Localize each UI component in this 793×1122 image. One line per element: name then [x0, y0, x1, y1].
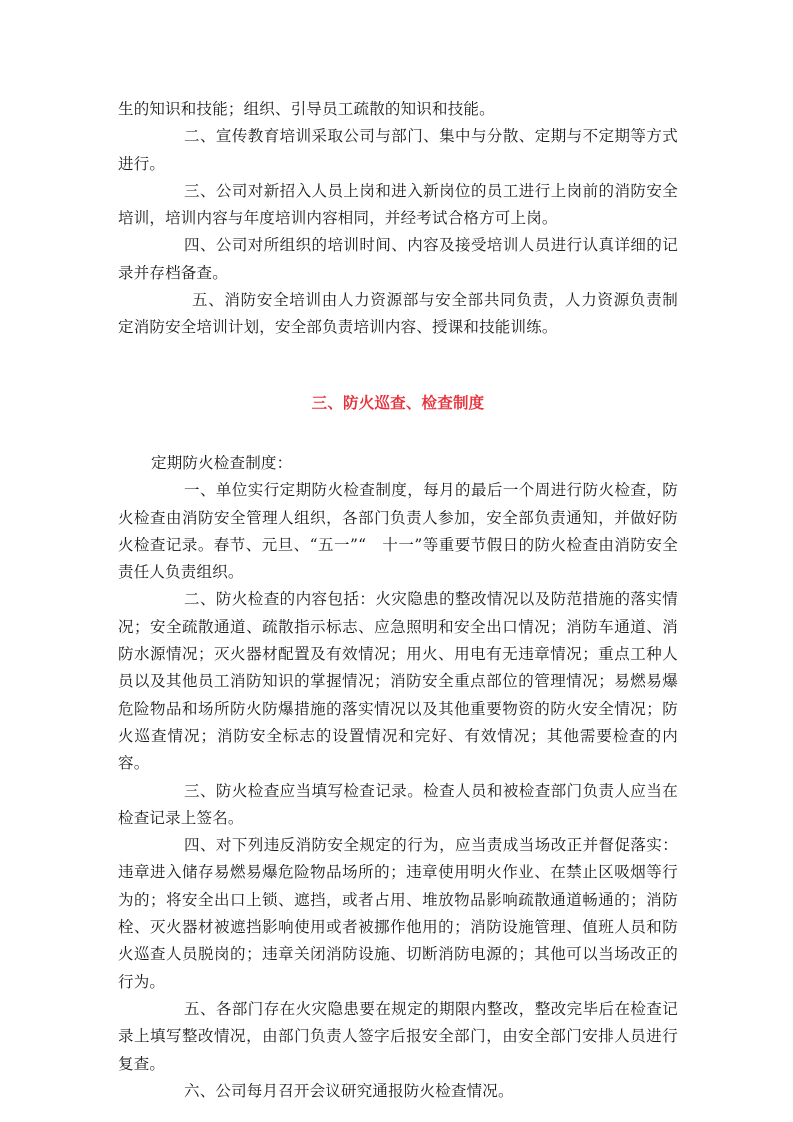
document-body	[118, 96, 678, 1105]
subheading: 定期防火检查制度：	[151, 453, 293, 472]
paragraph-inspection-records: 三、防火检查应当填写检查记录。检查人员和被检查部门负责人应当在检查记录上签名。	[118, 781, 678, 827]
paragraph-regular-inspection: 一、单位实行定期防火检查制度，每月的最后一个周进行防火检查，防火检查由消防安全管理人组织，各部门负责人参加，安全部负责通知，并做好防火检查记录。春节、元旦、“五一”“ 十一”等重要节假日的防火检查由消防安全责任人负责组织。	[118, 481, 678, 582]
paragraph-inspection-content: 二、防火检查的内容包括：火灾隐患的整改情况以及防范措施的落实情况；安全疏散通道、疏散指示标志、应急照明和安全出口情况；消防车通道、消防水源情况；灭火器材配置及有效情况；用火、用电有无违章情况；重点工种人员以及其他员工消防知识的掌握情况；消防安全重点部位的管理情况；易燃易爆危险物品和场所防火防爆措施的落实情况以及其他重要物资的防火安全情况；防火巡查情况；消防安全标志的设置情况和完好、有效情况；其他需要检查的内容。	[118, 590, 678, 773]
paragraph-violations: 四、对下列违反消防安全规定的行为，应当责成当场改正并督促落实：违章进入储存易燃易爆危险物品场所的；违章使用明火作业、在禁止区吸烟等行为的；将安全出口上锁、遮挡，或者占用、堆放物品影响疏散通道畅通的；消防栓、灭火器材被遮挡影响使用或者被挪作他用的；消防设施管理、值班人员和防火巡查人员脱岗的；违章关闭消防设施、切断消防电源的；其他可以当场改正的行为。	[118, 836, 678, 991]
paragraph-training-records: 四、公司对所组织的培训时间、内容及接受培训人员进行认真详细的记录并存档备查。	[118, 236, 678, 282]
paragraph-monthly-meeting: 六、公司每月召开会议研究通报防火检查情况。	[184, 1081, 514, 1100]
paragraph-new-staff-training: 三、公司对新招入人员上岗和进入新岗位的员工进行上岗前的消防安全培训，培训内容与年度培训内容相同，并经考试合格方可上岗。	[118, 181, 678, 228]
section-title: 三、防火巡查、检查制度	[311, 392, 485, 412]
paragraph-rectification: 五、各部门存在火灾隐患要在规定的期限内整改，整改完毕后在检查记录上填写整改情况，由部门负责人签字后报安全部门，由安全部门安排人员进行复查。	[118, 999, 678, 1073]
paragraph-training-responsibility: 五、消防安全培训由人力资源部与安全部共同负责，人力资源负责制定消防安全培训计划，安全部负责培训内容、授课和技能训练。	[118, 291, 678, 337]
paragraph-continuation: 生的知识和技能；组织、引导员工疏散的知识和技能。	[118, 100, 495, 118]
paragraph-training-methods: 二、宣传教育培训采取公司与部门、集中与分散、定期与不定期等方式进行。	[118, 127, 678, 173]
